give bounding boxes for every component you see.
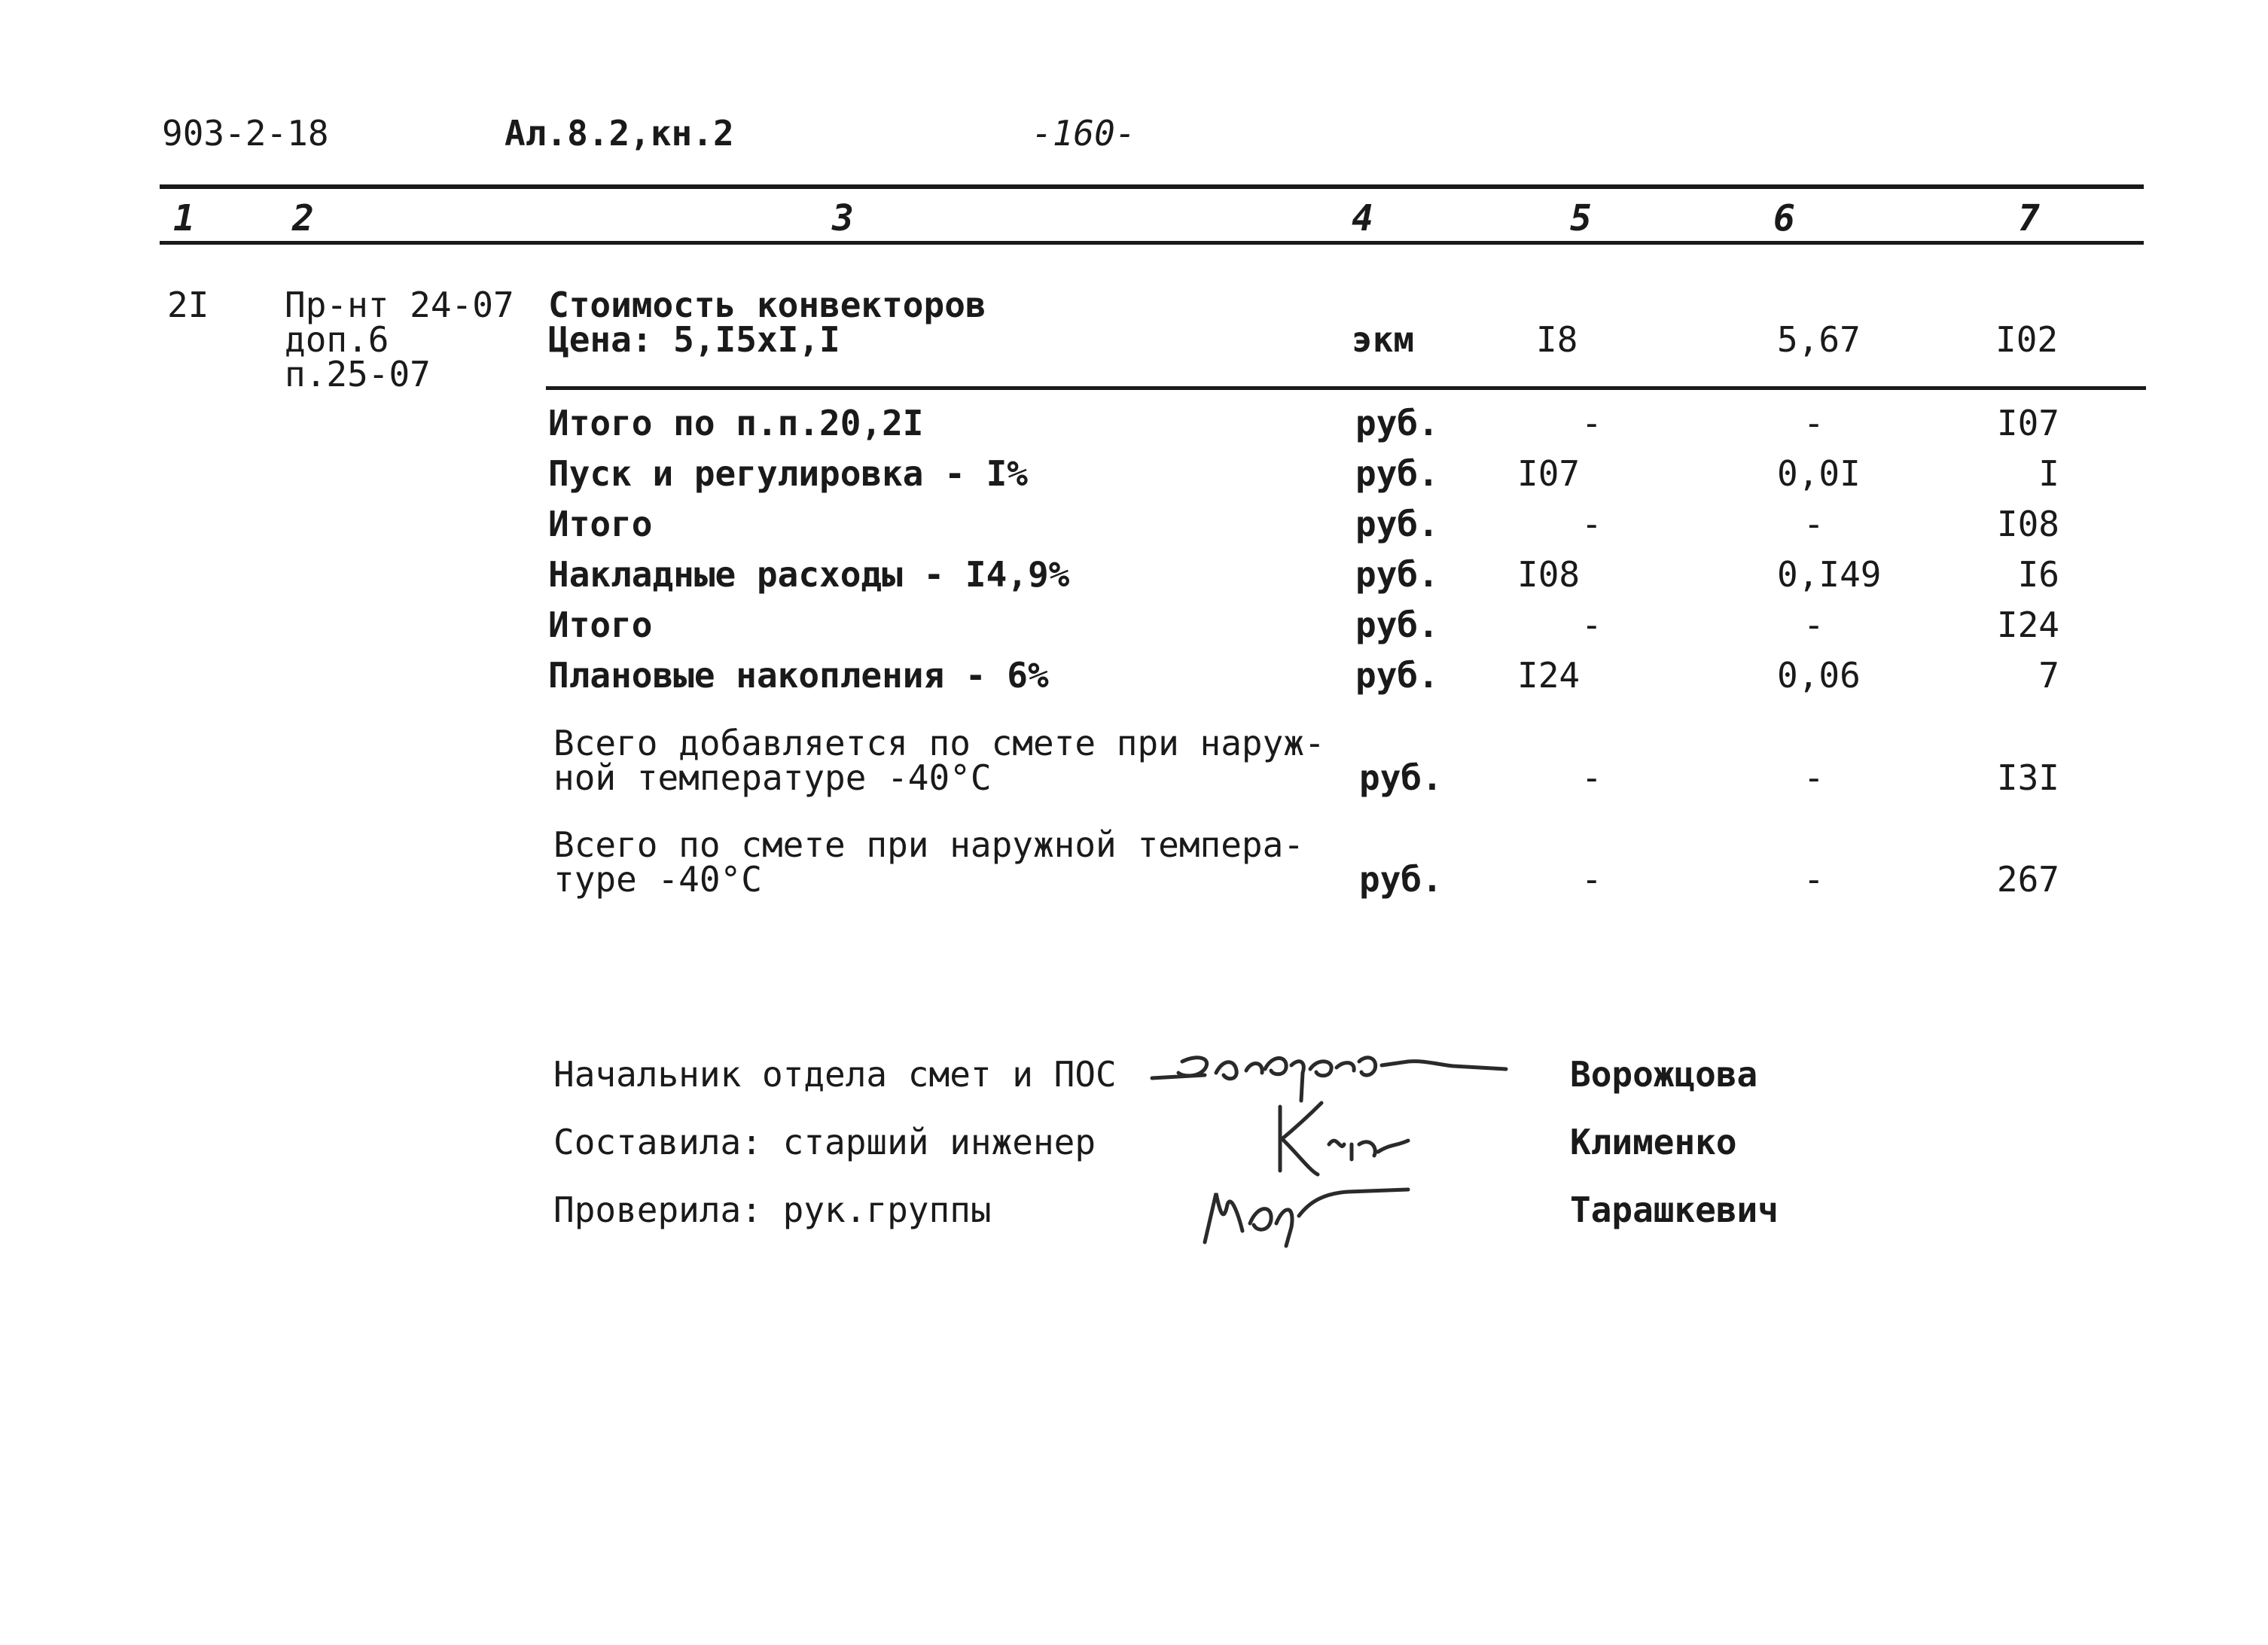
row-description: Пуск и регулировка - I% xyxy=(548,453,1028,494)
row-description-line: Всего по смете при наружной темпера- xyxy=(553,824,1304,865)
page-number: -160- xyxy=(1032,113,1136,154)
signature-role: Составила: старший инженер xyxy=(553,1122,1096,1162)
row-total: I08 xyxy=(1996,504,2059,544)
column-number-2: 2 xyxy=(292,197,314,239)
row-unit: руб. xyxy=(1359,757,1443,798)
column-number-7: 7 xyxy=(2018,197,2040,239)
column-number-6: 6 xyxy=(1773,197,1795,239)
row-description-line: туре -40°С xyxy=(553,859,762,900)
row-unit-price: - xyxy=(1803,859,1824,900)
handwritten-signature xyxy=(1265,1099,1416,1182)
row-quantity: I08 xyxy=(1517,554,1581,595)
document-code: 903-2-18 xyxy=(162,113,329,154)
column-number-5: 5 xyxy=(1570,197,1592,239)
row-description: Итого по п.п.20,2I xyxy=(548,403,924,443)
row-unit: руб. xyxy=(1355,554,1439,595)
row-unit: руб. xyxy=(1355,453,1439,494)
handwritten-signature xyxy=(1197,1171,1423,1254)
row-unit: руб. xyxy=(1355,655,1439,696)
row-unit-price: 0,06 xyxy=(1777,655,1861,696)
row-total: I24 xyxy=(1996,605,2059,645)
row-quantity: - xyxy=(1581,605,1602,645)
signature-role: Начальник отдела смет и ПОС xyxy=(553,1054,1117,1095)
item-unit: экм xyxy=(1352,319,1415,360)
row-description: Плановые накопления - 6% xyxy=(548,655,1049,696)
row-description-line: ной температуре -40°С xyxy=(553,757,992,798)
column-number-1: 1 xyxy=(173,197,195,239)
row-unit: руб. xyxy=(1355,403,1439,443)
signature-role: Проверила: рук.группы xyxy=(553,1190,992,1230)
row-unit-price: - xyxy=(1803,605,1824,645)
row-total: 7 xyxy=(2038,655,2059,696)
item-basis-line: доп.6 xyxy=(285,319,389,360)
row-unit-price: - xyxy=(1803,403,1824,443)
row-description: Итого xyxy=(548,504,653,544)
signatory-name: Клименко xyxy=(1570,1122,1737,1162)
row-unit-price: - xyxy=(1803,757,1824,798)
row-unit: руб. xyxy=(1355,605,1439,645)
row-total: I6 xyxy=(2017,554,2059,595)
row-total: I07 xyxy=(1996,403,2059,443)
column-number-4: 4 xyxy=(1352,197,1373,239)
album-reference: Ал.8.2,кн.2 xyxy=(505,113,734,154)
column-numbers-bottom-rule xyxy=(160,241,2144,245)
row-unit: руб. xyxy=(1359,859,1443,900)
row-description: Итого xyxy=(548,605,653,645)
row-unit-price: 0,I49 xyxy=(1777,554,1882,595)
row-quantity: I24 xyxy=(1517,655,1581,696)
column-number-3: 3 xyxy=(832,197,854,239)
subtotal-rule xyxy=(546,386,2146,390)
row-quantity: - xyxy=(1581,757,1602,798)
signatory-name: Ворожцова xyxy=(1570,1054,1758,1095)
row-quantity: - xyxy=(1581,403,1602,443)
row-total: I xyxy=(2038,453,2059,494)
row-quantity: - xyxy=(1581,859,1602,900)
item-description-line: Цена: 5,I5xI,I xyxy=(548,319,840,360)
row-description-line: Всего добавляется по смете при наруж- xyxy=(553,723,1325,763)
row-unit: руб. xyxy=(1355,504,1439,544)
item-unit-price: 5,67 xyxy=(1777,319,1861,360)
row-description: Накладные расходы - I4,9% xyxy=(548,554,1070,595)
item-description-line: Стоимость конвекторов xyxy=(548,285,986,325)
item-number: 2I xyxy=(167,285,209,325)
row-total: 267 xyxy=(1996,859,2059,900)
row-unit-price: 0,0I xyxy=(1777,453,1861,494)
row-total: I3I xyxy=(1996,757,2059,798)
item-basis-line: Пр-нт 24-07 xyxy=(285,285,514,325)
item-quantity: I8 xyxy=(1536,319,1578,360)
row-quantity: - xyxy=(1581,504,1602,544)
item-basis-line: п.25-07 xyxy=(285,354,431,394)
item-total: I02 xyxy=(1995,319,2059,360)
row-quantity: I07 xyxy=(1517,453,1581,494)
signatory-name: Тарашкевич xyxy=(1570,1190,1779,1230)
table-top-rule xyxy=(160,184,2144,189)
row-unit-price: - xyxy=(1803,504,1824,544)
